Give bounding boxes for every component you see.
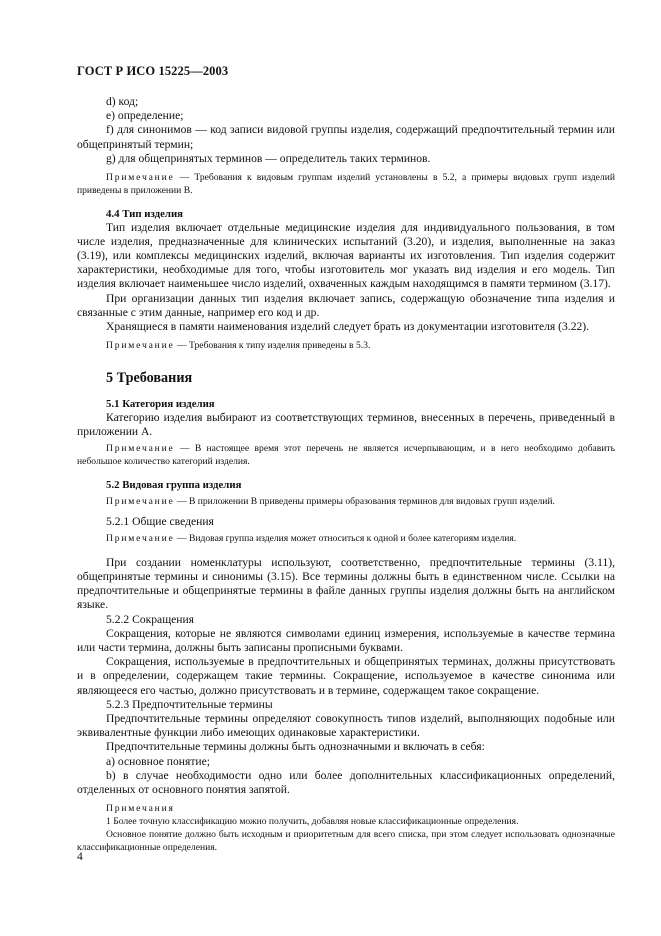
note-4-3 — [77, 172, 615, 198]
note-label: Примечание — [106, 496, 175, 508]
notes-5-2-3 — [77, 803, 615, 854]
section-5-2-3-paragraph-2: Предпочтительные термины должны быть однозначными и включать в себя: — [106, 740, 485, 754]
list-item-e: e) определение; — [106, 109, 184, 123]
note-text: — В настоящее время этот перечень не является исчерпывающим, и в него необходимо добавить небольшое количество категорий изделия. — [77, 443, 615, 468]
note-item-1: 1 Более точную классификацию можно получить, добавляя новые классификационные определения. — [106, 816, 519, 828]
note-text: — Видовая группа изделия может относиться к одной и более категориям изделия. — [174, 533, 517, 545]
section-5-2-3-list-item-a: а) основное понятие; — [106, 754, 210, 768]
list-item-d: d) код; — [106, 95, 139, 108]
section-4-4-paragraph-3: Хранящиеся в памяти наименования изделий следует брать из документации изготовителя (3.22). — [106, 320, 590, 334]
list-item-f: f) для синонимов — код записи видовой группы изделия, содержащий предпочтительный термин или общепринятый термин; — [77, 123, 615, 151]
note-text: — Требования к типу изделия приведены в 5.3. — [174, 340, 371, 352]
list-item-g: g) для общепринятых терминов — определитель таких терминов. — [106, 151, 431, 165]
note-5-1 — [77, 443, 615, 469]
note-label: Примечание — [106, 533, 175, 545]
note-5-2 — [77, 496, 615, 509]
section-5-2-1-paragraph: При создании номенклатуры используют, соответственно, предпочтительные термины (3.11), общепринятые термины и синонимы (3.15). Все термины должны быть в единственном числе. Ссылки на предпочтительные и общепринятые термины в файле данных группы изделия должны быть на английском языке. — [77, 555, 615, 612]
section-5-2-2-paragraph-2: Сокращения, используемые в предпочтительных и общепринятых терминах, должны присутствовать и в определении, содержащем такие термины. Сокращение, используемое в качестве синонима или являющееся его частью, должно присутствовать и в термине, содержащем такое сокращение. — [77, 655, 615, 697]
document-header: ГОСТ Р ИСО 15225—2003 — [77, 64, 229, 78]
section-5-2-3-heading: 5.2.3 Предпочтительные термины — [106, 697, 273, 711]
section-4-4-paragraph-2: При организации данных тип изделия включает запись, содержащую обозначение типа изделия и связанные с этим данные, например его код и др. — [77, 291, 615, 319]
section-5-2-3-paragraph-1: Предпочтительные термины определяют совокупность типов изделий, выполняющих подобные или эквивалентные функции либо имеющих одинаковые характеристики. — [77, 712, 615, 740]
page-number: 4 — [77, 850, 83, 863]
note-label: Примечание — [106, 172, 175, 184]
note-label: Примечание — [106, 340, 175, 352]
section-5-2-2-heading: 5.2.2 Сокращения — [106, 612, 195, 626]
section-4-4-heading: 4.4 Тип изделия — [106, 207, 184, 220]
section-5-2-3-list-item-b: b) в случае необходимости одно или более дополнительных классификационных определений, отделенных от основного понятия запятой. — [77, 768, 615, 797]
note-text: — Требования к видовым группам изделий установлены в 5.2, а примеры видовых групп изделий приведены в приложении В. — [77, 172, 615, 196]
section-4-4-paragraph-1: Тип изделия включает отдельные медицинские изделия для индивидуального пользования, в том числе изделия, предназначенные для клинических испытаний (3.20), и изделия, выполненные на заказ (3.19), или комплексы медицинских изделий, включая варианты их изготовления. Тип изделия содержит характеристики, необходимые для того, чтобы изготовитель мог указать вид изделия и его модель. Тип изделия включает наименьшее число изделий, охваченных каждым находящимся в памяти термином (3.17). — [77, 220, 615, 291]
note-label: Примечание — [106, 443, 175, 455]
note-item-2: Основное понятие должно быть исходным и приоритетным для всего списка, при этом следует использовать однозначные классификационные определения. — [77, 828, 615, 853]
section-5-2-1-heading: 5.2.1 Общие сведения — [106, 514, 214, 528]
note-4-4 — [77, 340, 615, 353]
page-content — [77, 95, 615, 854]
notes-label: Примечания — [106, 803, 175, 815]
note-5-2-1 — [77, 533, 615, 546]
section-5-title: 5 Требования — [106, 370, 193, 387]
section-5-2-2-paragraph-1: Сокращения, которые не являются символами единиц измерения, используемые в качестве термина или части термина, должны быть записаны прописными буквами. — [77, 626, 615, 655]
section-5-1-paragraph: Категорию изделия выбирают из соответствующих терминов, внесенных в перечень, приведенный в приложении А. — [77, 411, 615, 439]
section-5-2-heading: 5.2 Видовая группа изделия — [106, 479, 242, 492]
note-text: — В приложении В приведены примеры образования терминов для видовых групп изделий. — [174, 496, 555, 508]
section-5-1-heading: 5.1 Категория изделия — [106, 398, 215, 411]
